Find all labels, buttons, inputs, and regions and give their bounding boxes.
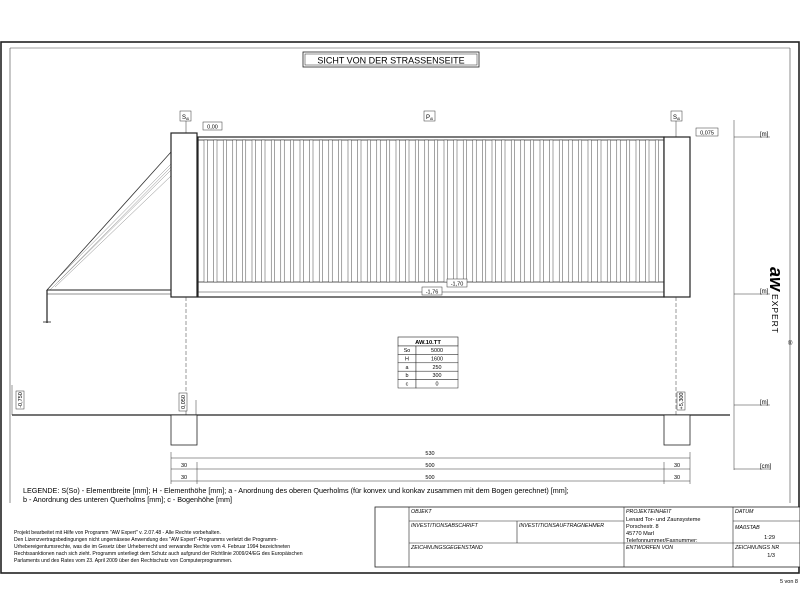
fence-picket [233, 140, 236, 282]
tb-company-3: 45770 Marl [626, 531, 654, 537]
fence-picket [386, 140, 389, 282]
fence-picket [425, 140, 428, 282]
label-center-sub: Al [430, 117, 434, 121]
dim-bottom-total: 530 [425, 451, 435, 457]
fence-picket [281, 140, 284, 282]
fence-picket [607, 140, 610, 282]
tb-investitionsauftragnehmer: INVESTITIONSAUFTRAGNEHMER [519, 523, 605, 529]
fence-picket [415, 140, 418, 282]
fence-picket [300, 140, 303, 282]
foundation-right [664, 415, 690, 445]
footer-note-3: Urhebereigentumsrechte, was die im Gesetz über Urheberrecht und verwandte Rechte vom 4. Februar 1994 bezeichneten [14, 544, 291, 550]
label-right: S [673, 115, 678, 121]
page-counter: 5 von 8 [779, 579, 798, 585]
fence-picket [319, 140, 322, 282]
label-left: S [182, 115, 187, 121]
fence-picket [406, 140, 409, 282]
dim-vertical-left-group [16, 391, 24, 409]
title-block [375, 507, 800, 567]
dim-right-top: 0,075 [700, 130, 714, 137]
dim-fence-a: -1,70 [450, 281, 464, 288]
drawing-title: SICHT VON DER STRASSENSEITE [317, 55, 465, 66]
left-post [171, 133, 197, 297]
tb-massstab-value: 1:29 [764, 535, 775, 541]
fence-picket [655, 140, 658, 282]
fence-picket [598, 140, 601, 282]
spec-table [398, 337, 458, 388]
legend-line-2: b - Anordnung des unteren Querholms [mm]; c - Bogenhöhe [mm] [23, 495, 232, 504]
fence-picket [569, 140, 572, 282]
dim-right-group [677, 392, 685, 410]
fence-picket [329, 140, 332, 282]
fence-picket [262, 140, 265, 282]
tb-zeichnungsgegenstand: ZEICHNUNGSGEGENSTAND [411, 545, 483, 551]
brand-logo [766, 267, 786, 334]
fence-picket [646, 140, 649, 282]
fence-picket [454, 140, 457, 282]
dim-vertical-left: -0,750 [18, 392, 24, 408]
fence-picket [271, 140, 274, 282]
brand-logo-sub: EXPERT [770, 294, 780, 334]
fence-picket [348, 140, 351, 282]
unit-3: [m] [760, 400, 769, 406]
dim-right-vertical: +5,300 [679, 392, 685, 410]
tb-zeichnungs-nr-value: 1/3 [767, 553, 775, 559]
fence-picket [252, 140, 255, 282]
support-brace [47, 152, 171, 290]
fence-picket [559, 140, 562, 282]
tb-massstab: MAßSTAB [735, 525, 760, 531]
spec-value: 250 [432, 364, 442, 371]
tb-company-1: Lenard Tor- und Zaunsysteme [626, 517, 701, 523]
fence-picket [338, 140, 341, 282]
fence-picket [578, 140, 581, 282]
fence-panel [198, 137, 664, 297]
unit-1: [m] [760, 132, 769, 138]
spec-key: a [405, 364, 409, 371]
spec-key: H [405, 356, 409, 363]
spec-key: So [403, 348, 411, 354]
tb-zeichnungs-nr: ZEICHNUNGS NR [735, 545, 780, 551]
fence-picket [473, 140, 476, 282]
spec-value: 1600 [431, 356, 443, 363]
fence-picket [492, 140, 495, 282]
fence-picket [242, 140, 245, 282]
fence-picket [204, 140, 207, 282]
fence-picket [588, 140, 591, 282]
foundation-left [171, 415, 197, 445]
fence-picket [434, 140, 437, 282]
spec-key: b [405, 373, 409, 380]
footer-note-4: Rechtssanktionen nach sich zieht. Programm unterliegt dem Schutz auch aufgrund der Richtlinie 2009/24/EG des Europäischen [14, 551, 303, 557]
dim-post-group [179, 393, 187, 411]
fence-picket [444, 140, 447, 282]
label-left-sub: Al [186, 117, 190, 121]
fence-picket [377, 140, 380, 282]
title-block-frame [375, 507, 800, 567]
legend-line-1: LEGENDE: S(So) - Elementbreite [mm]; H - Elementhöhe [mm]; a - Anordnung des oberen Querholms (für konvex und konkav zusammen mit dem Bogen gerechnet) [mm]; [23, 486, 569, 495]
unit-2: [m] [760, 289, 769, 295]
tb-company-4: Telefonnummer/Faxnummer: [626, 538, 698, 544]
footer-note-2: Den Lizenzvertragsbedingungen nicht ungemäsese Anwendung des "AW Expert"-Programms verletzt die Programm- [14, 537, 278, 543]
fence-picket [617, 140, 620, 282]
fence-picket [358, 140, 361, 282]
right-post [664, 137, 690, 297]
fence-picket [310, 140, 313, 282]
fence-picket [396, 140, 399, 282]
label-center: P [426, 115, 431, 121]
spec-value: 300 [432, 373, 442, 380]
tb-investitionsabschrift: INVESTITIONSABSCHRIFT [411, 523, 478, 529]
dim-fence-b: -1,76 [425, 289, 439, 296]
dim-row3-500: 500 [425, 475, 435, 481]
spec-value: 0 [435, 381, 439, 388]
dim-post-vertical: 0,050 [181, 395, 187, 409]
dim-left-top: 0,00 [207, 124, 218, 131]
label-right-sub: Al [677, 117, 681, 121]
fence-picket [502, 140, 505, 282]
brand-logo-main: aw [766, 267, 786, 292]
dim-bottom-30-right: 30 [673, 463, 681, 469]
tb-company-2: Porschestr. 8 [626, 524, 659, 530]
fence-picket [511, 140, 514, 282]
brand-registered: ® [788, 341, 793, 347]
dim-bottom-30-left: 30 [180, 463, 188, 469]
unit-4: [cm] [760, 464, 772, 470]
tb-datum: DATUM [735, 509, 754, 515]
tb-objekt: OBJEKT [411, 509, 432, 515]
footer-note-5: Parlaments und des Rates vom 23. April 2009 über den Rechtschutz von Computerprogrammen. [14, 558, 233, 564]
fence-picket [540, 140, 543, 282]
dim-bottom-500: 500 [425, 463, 435, 469]
dim-row3-30-right: 30 [673, 475, 681, 481]
fence-picket [367, 140, 370, 282]
fence-picket [223, 140, 226, 282]
fence-picket [214, 140, 217, 282]
fence-picket [550, 140, 553, 282]
fence-picket [521, 140, 524, 282]
fence-picket [290, 140, 293, 282]
fence-picket [482, 140, 485, 282]
spec-value: 5000 [431, 348, 443, 354]
footer-note-1: Projekt bearbeitet mit Hilfe von Programm "AW Expert" v. 2.07.48 - Alle Rechte vorbehalten. [14, 530, 221, 536]
dim-row3-30-left: 30 [180, 475, 188, 481]
spec-key: c [405, 381, 409, 388]
fence-picket [636, 140, 639, 282]
tb-projekteinheit: PROJEKTEINHEIT [626, 509, 672, 515]
spec-table-header: AW.10.TT [415, 340, 441, 346]
fence-picket [463, 140, 466, 282]
fence-picket [626, 140, 629, 282]
fence-picket [530, 140, 533, 282]
tb-entworfen-von: ENTWORFEN VON [626, 545, 674, 551]
